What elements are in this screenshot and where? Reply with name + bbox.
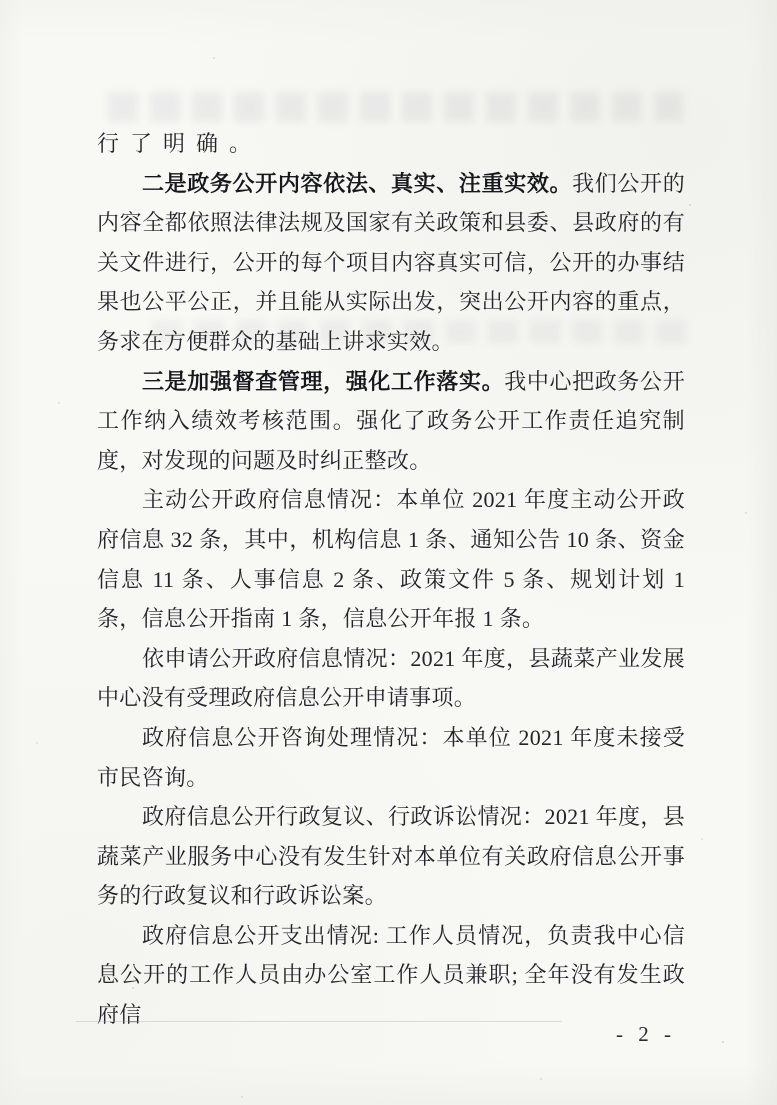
paragraph-text: 政府信息公开行政复议、行政诉讼情况：2021 年度，县蔬菜产业服务中心没有发生针对本单位有关政府信息公开事务的行政复议和行政诉讼案。: [97, 804, 685, 909]
scan-noise: [0, 0, 2, 2]
bleedthrough-line: [76, 1021, 562, 1022]
page-number: - 2 -: [616, 1022, 676, 1046]
bleedthrough-band: [108, 92, 683, 122]
paragraph-text: 政府信息公开咨询处理情况：本单位 2021 年度未接受市民咨询。: [97, 724, 685, 790]
paragraph-text: 政府信息公开支出情况: 工作人员情况，负责我中心信息公开的工作人员由办公室工作人员兼职; 全年没有发生政府信: [97, 922, 685, 1028]
paragraph: [97, 362, 685, 481]
paragraph: [97, 164, 685, 362]
paragraph: [97, 480, 685, 638]
paragraph: [97, 797, 685, 916]
paragraph-lead: 三是加强督查管理，强化工作落实。: [142, 368, 505, 394]
paragraph: [97, 718, 685, 797]
paragraph-text: 行了明确。: [97, 131, 263, 156]
paragraph-text: 主动公开政府信息情况：本单位 2021 年度主动公开政府信息 32 条，其中，机构信息 1 条、通知公告 10 条、资金信息 11 条、人事信息 2 条、政策文件 5 条、规划计划 1 条，信息公开指南 1 条，信息公开年报 1 条。: [97, 487, 685, 632]
document-body: [97, 124, 685, 1035]
paragraph: [97, 639, 685, 718]
paragraph-text: 我中心把政务公开工作纳入绩效考核范围。强化了政务公开工作责任追究制度，对发现的问题及时纠正整改。: [97, 368, 685, 473]
paragraph: [97, 124, 685, 164]
paragraph-text: 依申请公开政府信息情况：2021 年度，县蔬菜产业发展中心没有受理政府信息公开申请事项。: [97, 645, 685, 711]
paragraph-text: 我们公开的内容全都依照法律法规及国家有关政策和县委、县政府的有关文件进行，公开的每个项目内容真实可信，公开的办事结果也公平公正，并且能从实际出发，突出公开内容的重点，务求在方便群众的基础上讲求实效。: [97, 170, 685, 354]
paragraph-lead: 二是政务公开内容依法、真实、注重实效。: [142, 170, 573, 196]
paragraph: [97, 916, 685, 1035]
